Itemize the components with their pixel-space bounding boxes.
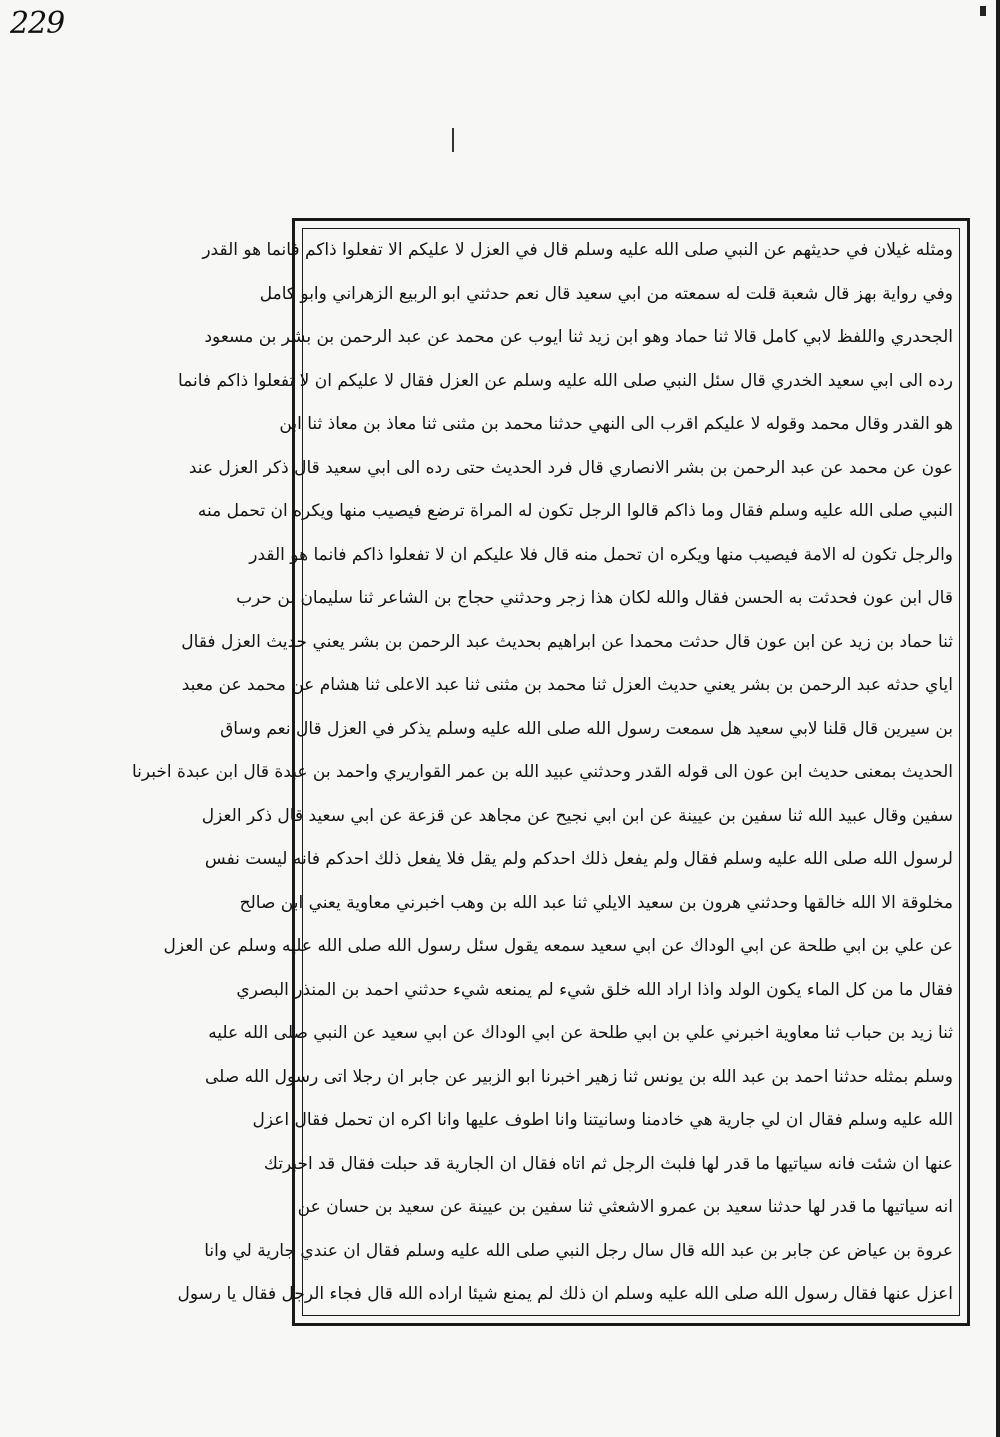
manuscript-line: الله عليه وسلم فقال ان لي جارية هي خادمنا وسانيتنا وانا اطوف عليها وانا اكره ان تحمل فقال اعزل [252, 1110, 953, 1130]
manuscript-line: وفي رواية بهز قال شعبة قلت له سمعته من ابي سعيد قال نعم حدثني ابو الربيع الزهراني وابو كامل [259, 283, 953, 304]
manuscript-line: اعزل عنها فقال رسول الله صلى الله عليه وسلم ان ذلك لم يمنع شيئا اراده الله قال فجاء الرجل فقال يا رسول [177, 1284, 953, 1304]
manuscript-line: هو القدر وقال محمد وقوله لا عليكم اقرب الى النهي حدثنا محمد بن مثنى ثنا معاذ بن معاذ ثنا ابن [279, 414, 953, 434]
manuscript-line: رده الى ابي سعيد الخدري قال سئل النبي صلى الله عليه وسلم عن العزل فقال لا عليكم ان لا تفعلوا ذاكم فانما [178, 370, 953, 391]
manuscript-line: اياي حدثه عبد الرحمن بن بشر يعني حديث العزل ثنا محمد بن مثنى ثنا عبد الاعلى ثنا هشام عن محمد عن معبد [181, 675, 953, 695]
manuscript-line: فقال ما من كل الماء يكون الولد واذا اراد الله خلق شيء لم يمنعه شيء حدثني احمد بن المنذر البصري [236, 979, 953, 1000]
manuscript-line: انه سياتيها ما قدر لها حدثنا سعيد بن عمرو الاشعثي ثنا سفين بن عيينة عن سعيد بن حسان عن [297, 1197, 953, 1217]
manuscript-line: ومثله غيلان في حديثهم عن النبي صلى الله عليه وسلم قال في العزل لا عليكم الا تفعلوا ذاكم فانما هو القدر [202, 240, 953, 260]
manuscript-line: عون عن محمد عن عبد الرحمن بن بشر الانصاري قال فرد الحديث حتى رده الى ابي سعيد قال ذكر العزل عند [188, 457, 953, 478]
manuscript-line: الحديث بمعنى حديث ابن عون الى قوله القدر وحدثني عبيد الله بن عمر القواريري واحمد بن عبدة قال ابن عبدة اخبرنا [131, 762, 953, 782]
manuscript-line: عروة بن عياض عن جابر بن عبد الله قال سال رجل النبي صلى الله عليه وسلم فقال ان عندي جارية لي وانا [204, 1240, 953, 1261]
manuscript-line: عن علي بن ابي طلحة عن ابي الوداك عن ابي سعيد سمعه يقول سئل رسول الله صلى الله عليه وسلم عن العزل [163, 936, 953, 956]
manuscript-line: سفين وقال عبيد الله ثنا سفين بن عيينة عن ابن ابي نجيح عن مجاهد عن قزعة عن ابي سعيد قال ذكر العزل [201, 805, 953, 826]
text-frame [131, 218, 970, 1326]
binding-edge [996, 0, 1000, 1437]
stray-pen-stroke [452, 128, 454, 152]
manuscript-line: وسلم بمثله حدثنا احمد بن عبد الله بن يونس ثنا زهير اخبرنا ابو الزبير عن جابر ان رجلا اتى رسول الله صلى [204, 1066, 953, 1087]
manuscript-line: مخلوقة الا الله خالقها وحدثني هرون بن سعيد الايلي ثنا عبد الله بن وهب اخبرني معاوية يعني ابن صالح [239, 892, 953, 913]
manuscript-line: بن سيرين قال قلنا لابي سعيد هل سمعت رسول الله صلى الله عليه وسلم يذكر في العزل قال نعم وساق [220, 718, 953, 739]
manuscript-line: ثنا حماد بن زيد عن ابن عون قال حدثت محمدا عن ابراهيم بحديث عبد الرحمن بن بشر يعني حديث العزل فقال [181, 631, 953, 652]
manuscript-line: قال ابن عون فحدثت به الحسن فقال والله لكان هذا زجر وحدثني حجاج بن الشاعر ثنا سليمان بن حرب [236, 588, 953, 608]
manuscript-line: ثنا زيد بن حباب ثنا معاوية اخبرني علي بن ابي طلحة عن ابي الوداك عن ابي سعيد عن النبي صلى الله عليه [208, 1023, 953, 1043]
corner-mark [980, 6, 986, 16]
manuscript-text-block [131, 235, 953, 1309]
manuscript-line: النبي صلى الله عليه وسلم فقال وما ذاكم قالوا الرجل تكون له المراة ترضع فيصيب منها ويكره ان تحمل منه [197, 501, 953, 521]
manuscript-line: والرجل تكون له الامة فيصيب منها ويكره ان تحمل منه قال فلا عليكم ان لا تفعلوا ذاكم فانما هو القدر [249, 544, 953, 565]
folio-number: 229 [10, 6, 65, 41]
manuscript-line: الجحدري واللفظ لابي كامل قالا ثنا حماد وهو ابن زيد ثنا ايوب عن محمد عن عبد الرحمن بن بشر بن مسعود [204, 327, 953, 347]
manuscript-line: لرسول الله صلى الله عليه وسلم فقال ولم يفعل ذلك احدكم ولم يقل فلا يفعل ذلك احدكم فانه ليست نفس [204, 849, 953, 869]
manuscript-line: عنها ان شئت فانه سياتيها ما قدر لها فلبث الرجل ثم اتاه فقال ان الجارية قد حبلت فقال قد اخبرتك [263, 1153, 953, 1174]
